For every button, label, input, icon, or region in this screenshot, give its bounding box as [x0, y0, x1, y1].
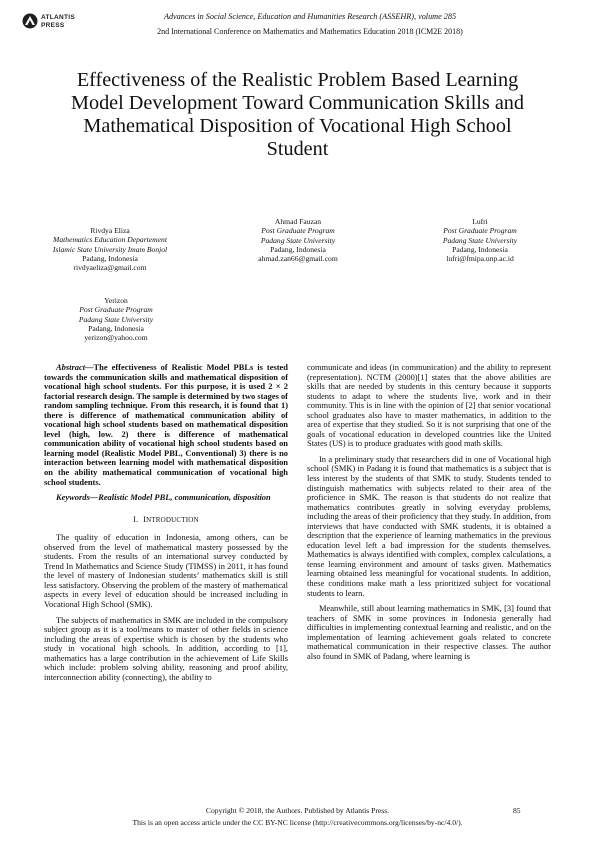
author-name: Ahmad Fauzan — [274, 217, 322, 226]
logo-text-line2: PRESS — [41, 22, 65, 29]
author-affiliation: Post Graduate Program — [79, 305, 153, 315]
right-column — [307, 363, 551, 661]
author-email[interactable]: lufri@fmipa.unp.ac.id — [446, 254, 514, 264]
conference-header: 2nd International Conference on Mathematics and Mathematics Education 2018 (ICM2E 2018) — [157, 27, 463, 36]
author-block-3 — [410, 217, 550, 263]
body-paragraph: The quality of education in Indonesia, among others, can be observed from the level of mathematical mastery possessed by the students. From the results of an international survey conducted by Trend In Mathematics and Science Study (TIMSS) in 2011, it has found the level of mastery of Indonesian students’ mathematics skill is still less satisfactory. Observing the problem of the mastery of mathematical aspects in every level of education should be increased including in Vocational High School (SMK). — [44, 532, 288, 610]
author-location: Padang, Indonesia — [270, 244, 326, 254]
publisher-logo — [22, 12, 82, 42]
author-block-1 — [40, 226, 180, 272]
section-number: I. — [133, 514, 139, 524]
keywords-text: —Realistic Model PBL, communication, disposition — [89, 492, 271, 503]
abstract — [44, 363, 288, 487]
atlantis-press-logo-icon — [22, 13, 38, 29]
author-name: Rivdya Eliza — [90, 226, 130, 235]
author-block-2 — [228, 217, 368, 263]
author-location: Padang, Indonesia — [82, 253, 138, 263]
author-email[interactable]: ahmad.zan66@gmail.com — [258, 254, 338, 264]
abstract-label: Abstract — [56, 362, 86, 372]
author-email[interactable]: yerizon@yahoo.com — [84, 333, 148, 343]
body-paragraph: The subjects of mathematics in SMK are included in the compulsory subject group as it is a tool/means to master of other fields in science including the areas of expertise which is chosen by the students who study in vocational high schools. In addition, according to [1], mathematics has a large contribution in the achievement of Life Skills which include: problem solving ability, reasoning and proof ability, interconnection ability (connecting), the ability to — [44, 614, 288, 682]
section-title-initial: I — [143, 514, 147, 524]
left-column — [44, 363, 288, 682]
license-notice[interactable]: This is an open access article under the CC BY-NC license (http://creativecommons.org/licenses/by-nc/4.0/). — [132, 818, 463, 827]
author-affiliation: Post Graduate Program — [443, 226, 517, 236]
keywords-label: Keywords — [56, 492, 90, 503]
section-title-rest: NTRODUCTION — [146, 515, 199, 524]
body-paragraph: communicate and ideas (in communication) and the ability to represent (representation). NCTM (2000)[1] states that the above abilities are skills that are needed by students in this century because it supports students to adapt to where the students live, work and in their community. This is in line with the opinion of [2] that senior vocational school graduates also have to master mathematics, in addition to the area of expertise that they studied. So it is not surprising that one of the goals of vocational education in developed countries like the United States (US) is to produce graduates with good math skills. — [307, 362, 551, 449]
body-paragraph: In a preliminary study that researchers did in one of Vocational high school (SMK) in Padang it is found that mathematics is a subject that is less interest by the students of that SMK to study. Students tended to distinguish mathematics with subjects related to their area of the proficience in SMK. The reason is that students do not realize that mathematics contributes greatly in solving everyday problems, including the areas of their proficiency that they study. In addition, from interviews that have conducted with SMK students, it is obtained a description that the experience of learning mathematics in the previous education level left a bad impression for the students themselves. Mathematics is always identified with complex, complex calculations, a tense learning environment and amount of tasks given. Mathematics learning obtained less meaningful for vocational students. In addition, these conditions make math a less prioritized subject for vocational students to learn. — [307, 453, 551, 598]
author-email[interactable]: rivdyaeliza@gmail.com — [73, 263, 147, 273]
section-heading-introduction — [44, 515, 288, 526]
abstract-text: —The effectiveness of Realistic Model PBLs is tested towards the communication skills and mathematical disposition of vocational high school students. For this purpose, it is used 2 × 2 factorial research design. The sample is determined by two stages of random sampling technique. From this research, it is found that 1) there is difference of mathematical communication ability of vocational high school students based on mathematical disposition level (high, low. 2) there is difference of mathematical communication ability of vocational high school students based on learning model (Realistic Model PBL, Conventional) 3) there is no interaction between learning model with mathematical disposition on the ability mathematical communication of vocational high school students. — [44, 362, 288, 487]
logo-text-line1: ATLANTIS — [41, 14, 76, 21]
author-affiliation: Islamic State University Imam Bonjol — [52, 244, 168, 254]
author-name: Yerizon — [104, 296, 128, 305]
paper-title: Effectiveness of the Realistic Problem Based Learning Model Development Toward Communication Skills and Mathematical Disposition of Vocational High School Student — [71, 69, 524, 160]
logo-wordmark — [41, 14, 75, 30]
copyright-notice: Copyright © 2018, the Authors. Published by Atlantis Press. — [205, 806, 390, 815]
author-location: Padang, Indonesia — [88, 323, 144, 333]
journal-header: Advances in Social Science, Education and Humanities Research (ASSEHR), volume 285 — [163, 12, 457, 21]
author-block-4 — [46, 296, 186, 342]
body-paragraph: Meanwhile, still about learning mathematics in SMK, [3] found that teachers of SMK in some provinces in Indonesia generally had difficulties in implementing contextual learning and realistic, and on the implementation of learning achievement goals related to concrete mathematical communication in their respective classes. The author also found in SMK of Padang, where learning is — [307, 603, 551, 661]
keywords — [44, 493, 288, 503]
page-number: 85 — [513, 806, 521, 815]
author-affiliation: Padang State University — [260, 235, 336, 245]
author-affiliation: Padang State University — [78, 314, 154, 324]
author-location: Padang, Indonesia — [452, 244, 508, 254]
author-affiliation: Post Graduate Program — [261, 226, 335, 236]
author-affiliation: Padang State University — [442, 235, 518, 245]
author-name: Lufri — [472, 217, 488, 226]
author-affiliation: Mathematics Education Departement — [53, 235, 167, 245]
